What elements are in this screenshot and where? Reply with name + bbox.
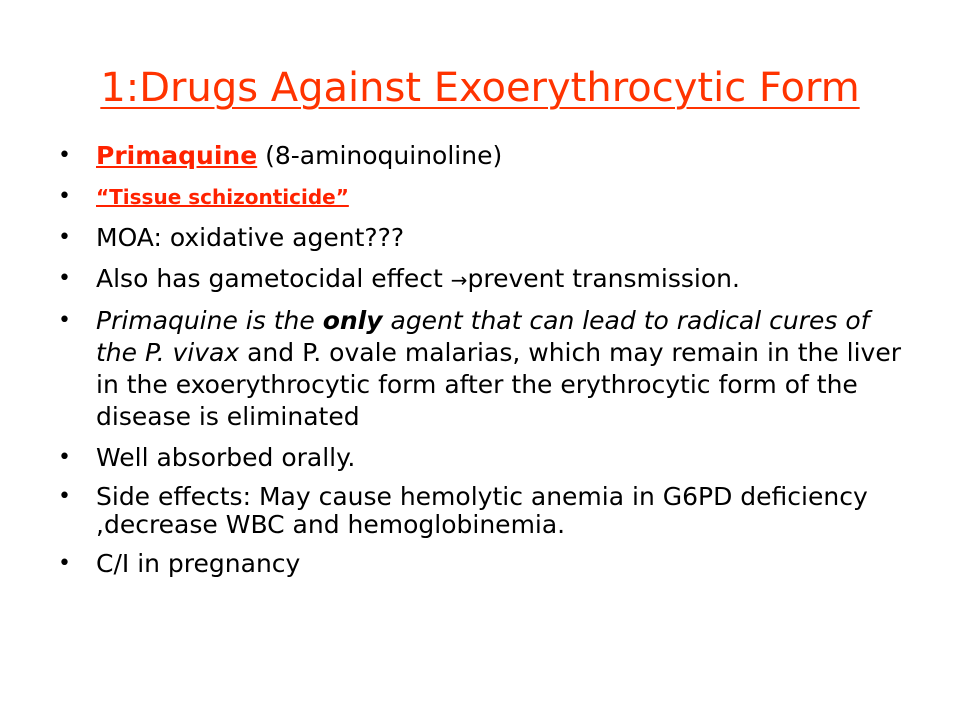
radical-cure-part2: agent that can lead to radical cures of the P. vivax	[96, 306, 870, 367]
radical-cure-part3: and P. ovale malarias, which may remain in the liver in the exoerythrocytic form after the erythrocytic form of the disease is eliminated	[96, 338, 902, 431]
bullet-dot: •	[58, 551, 71, 576]
radical-cure-emphasis: only	[322, 306, 383, 335]
right-arrow-icon: →	[450, 268, 468, 292]
bullet-absorption	[58, 442, 918, 474]
absorption-text: Well absorbed orally.	[96, 443, 356, 472]
bullet-dot: •	[58, 184, 71, 209]
bullet-dot: •	[58, 484, 71, 509]
bullet-dot: •	[58, 225, 71, 250]
bullet-dot: •	[58, 266, 71, 291]
bullet-contraindication	[58, 548, 918, 580]
bullet-moa	[58, 222, 918, 254]
bullet-dot: •	[58, 308, 71, 333]
bullet-dot: •	[58, 445, 71, 470]
bullet-side-effects	[58, 483, 918, 539]
slide-title: 1:Drugs Against Exoerythrocytic Form	[100, 65, 860, 111]
radical-cure-part1: Primaquine is the	[96, 306, 323, 335]
bullet-list	[58, 140, 918, 589]
bullet-primaquine	[58, 140, 918, 172]
tissue-schizonticide-text: “Tissue schizonticide”	[96, 185, 349, 209]
side-effects-text: Side effects: May cause hemolytic anemia in G6PD deficiency ,decrease WBC and hemoglobinemia.	[96, 482, 868, 539]
gametocidal-text-before: Also has gametocidal effect	[96, 264, 451, 293]
bullet-gametocidal	[58, 263, 918, 296]
contraindication-text: C/I in pregnancy	[96, 549, 301, 578]
bullet-radical-cure	[58, 305, 918, 433]
bullet-tissue-schizonticide	[58, 181, 918, 213]
gametocidal-text-after: prevent transmission.	[467, 264, 740, 293]
moa-text: MOA: oxidative agent???	[96, 223, 405, 252]
drug-class: (8-aminoquinoline)	[257, 141, 503, 170]
drug-name: Primaquine	[96, 141, 258, 170]
bullet-dot: •	[58, 143, 71, 168]
